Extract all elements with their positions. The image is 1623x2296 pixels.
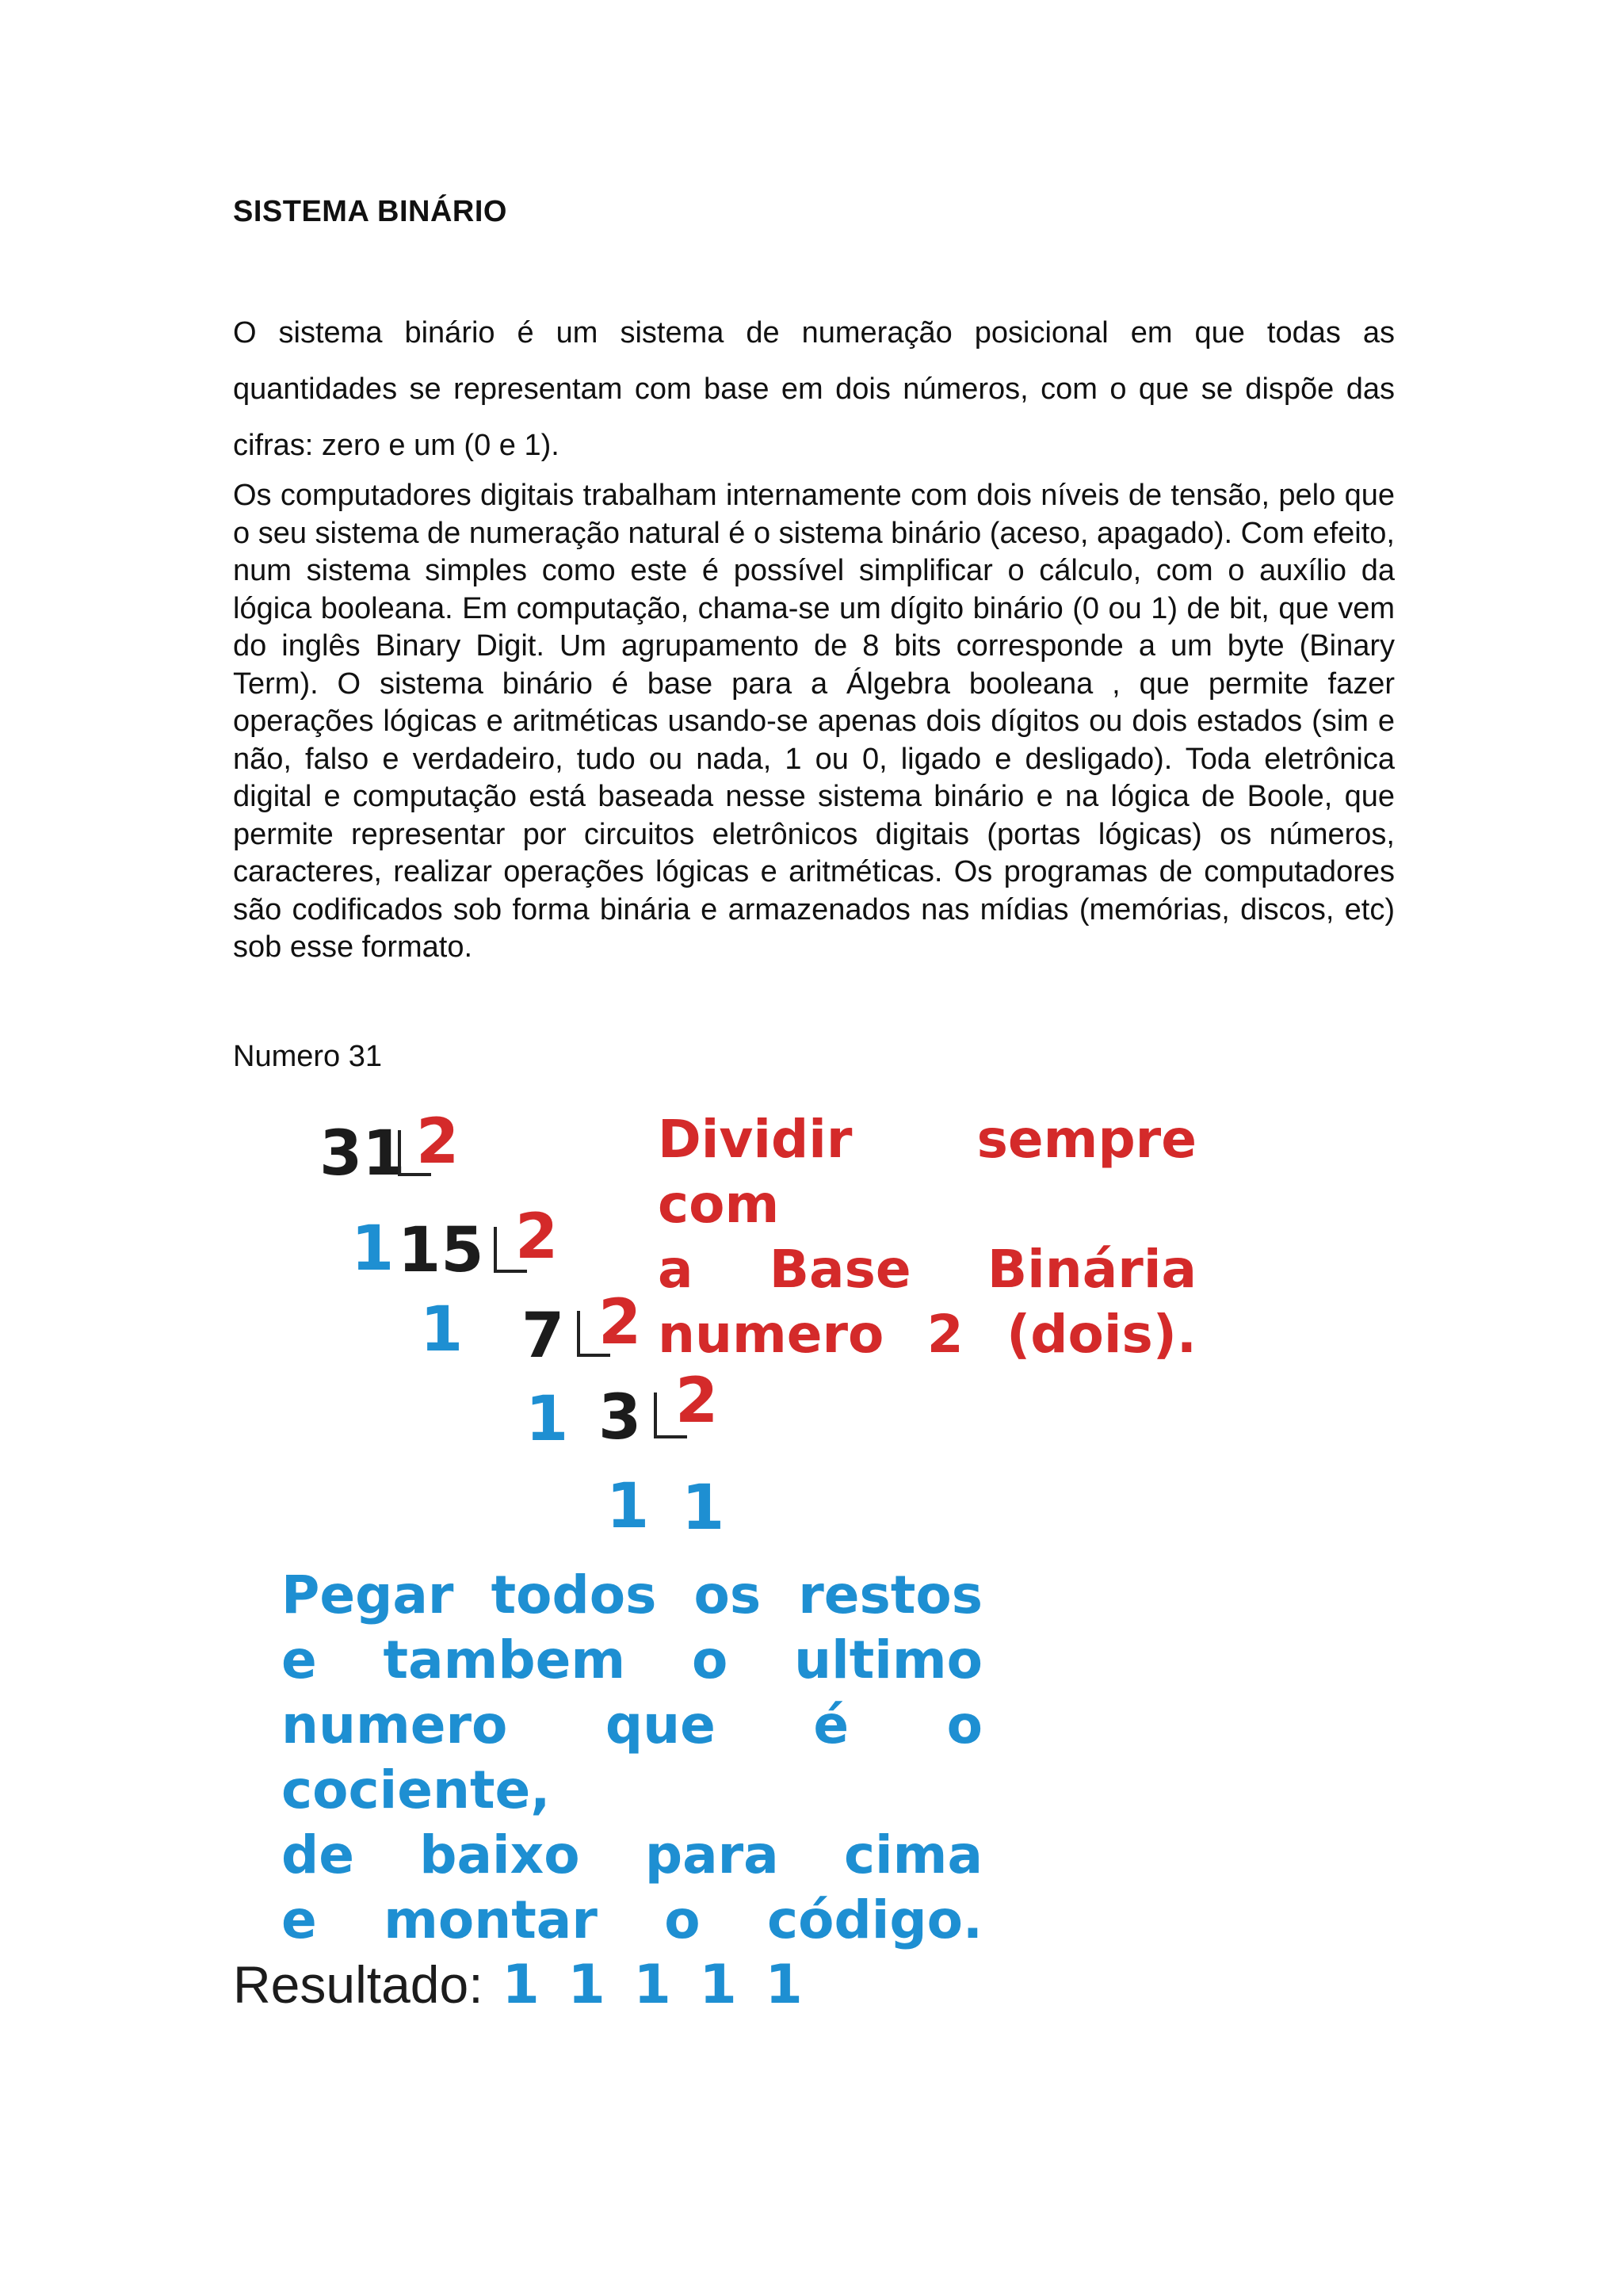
instruction-line: Dividir sempre com bbox=[658, 1109, 1197, 1235]
remainder-1: 1 bbox=[351, 1213, 395, 1285]
divisor-2: 2 bbox=[598, 1287, 642, 1358]
divisor-2: 2 bbox=[416, 1106, 460, 1178]
instruction-line: e tambem o ultimo bbox=[281, 1629, 983, 1690]
instruction-line: Pegar todos os restos bbox=[281, 1564, 983, 1626]
dividend-31: 31 bbox=[319, 1118, 406, 1190]
final-quotient: 1 bbox=[682, 1473, 725, 1544]
result-value: 1 1 1 1 1 bbox=[502, 1954, 808, 2016]
dividend-15: 15 bbox=[398, 1215, 484, 1286]
dividend-7: 7 bbox=[521, 1301, 565, 1372]
instruction-line: e montar o código. bbox=[281, 1889, 983, 1950]
divisor-2: 2 bbox=[515, 1201, 559, 1273]
divisor-2: 2 bbox=[675, 1366, 719, 1437]
divide-instruction bbox=[658, 1107, 1197, 1367]
remainder-1: 1 bbox=[525, 1384, 569, 1455]
body-paragraph: Os computadores digitais trabalham internamente com dois níveis de tensão, pelo que o seu sistema de numeração natural é o sistema binário (aceso, apagado). Com efeito, num sistema simples como este é possível simplificar o cálculo, com o auxílio da lógica booleana. Em computação, chama-se um dígito binário (0 ou 1) de bit, que vem do inglês Binary Digit. Um agrupamento de 8 bits corresponde a um byte (Binary Term). O sistema binário é base para a Álgebra booleana , que permite fazer operações lógicas e aritméticas usando-se apenas dois dígitos ou dois estados (sim e não, falso e verdadeiro, tudo ou nada, 1 ou 0, ligado e desligado). Toda eletrônica digital e computação está baseada nesse sistema binário e na lógica de Boole, que permite representar por circuitos eletrônicos digitais (portas lógicas) os números, caracteres, realizar operações lógicas e aritméticas. Os programas de computadores são codificados sob forma binária e armazenados nas mídias (memórias, discos, etc) sob esse formato. bbox=[233, 479, 1395, 964]
intro-paragraph: O sistema binário é um sistema de numeração posicional em que todas as quantidades se representam com base em dois números, com o que se dispõe das cifras: zero e um (0 e 1). bbox=[233, 316, 1395, 462]
instruction-line: a Base Binária bbox=[658, 1239, 1197, 1300]
remainder-1: 1 bbox=[606, 1471, 650, 1542]
collect-instruction bbox=[281, 1563, 983, 1953]
number-label: Numero 31 bbox=[233, 1040, 382, 1073]
result-label: Resultado: bbox=[233, 1955, 483, 2014]
dividend-3: 3 bbox=[598, 1382, 642, 1454]
division-figure bbox=[281, 1095, 1232, 2011]
instruction-line: de baixo para cima bbox=[281, 1824, 983, 1885]
instruction-line: numero que é o cociente, bbox=[281, 1694, 983, 1820]
result-line bbox=[233, 1954, 808, 2025]
page-title: SISTEMA BINÁRIO bbox=[233, 195, 507, 228]
instruction-line: numero 2 (dois). bbox=[658, 1304, 1197, 1365]
remainder-1: 1 bbox=[420, 1294, 464, 1366]
